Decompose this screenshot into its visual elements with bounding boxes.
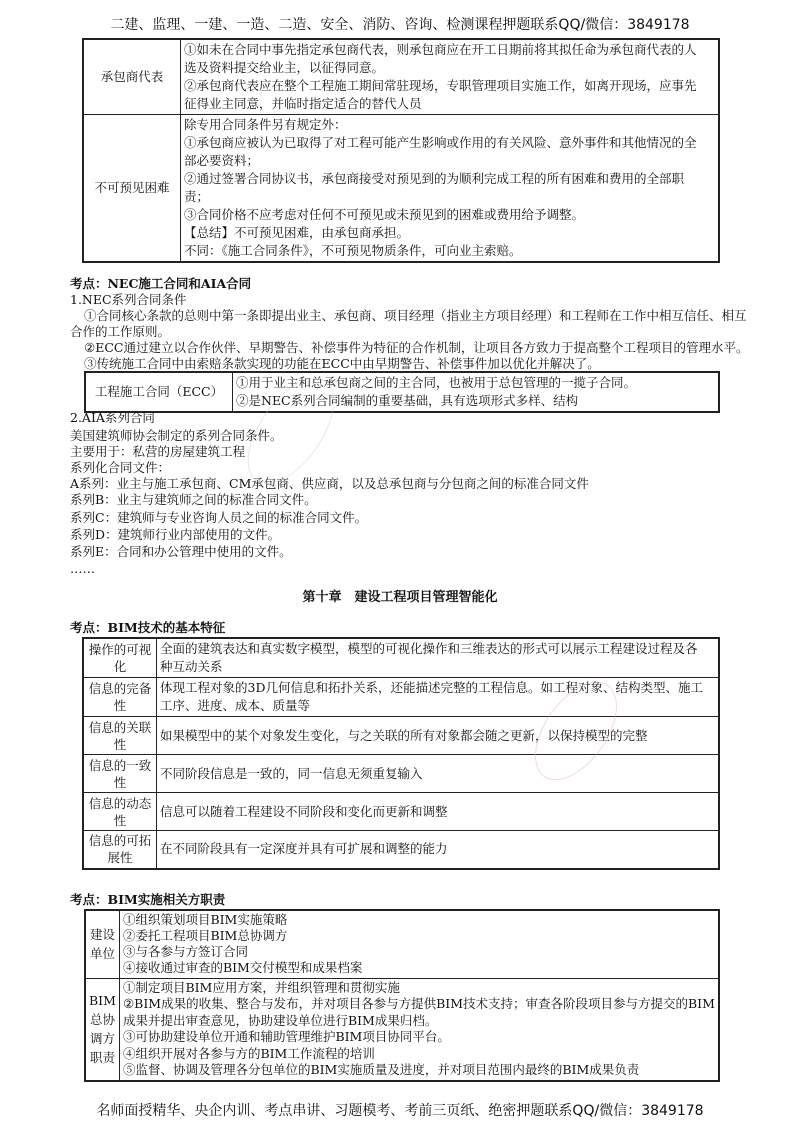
paragraph: 合作的工作原则。 (70, 324, 171, 339)
table-row (83, 717, 719, 755)
row-content: 如果模型中的某个对象发生变化，与之关联的所有对象都会随之更新，以保持模型的完整 (157, 717, 720, 755)
paragraph: 美国建筑师协会制定的系列合同条件。 (70, 428, 283, 443)
text-line: 不同：《施工合同条件》，不可预见物质条件，可向业主索赔。 (184, 243, 522, 258)
paragraph: A系列：业主与施工承包商、CM承包商、供应商，以及总承包商与分包商之间的标准合同文件 (70, 476, 589, 491)
paragraph: 系列化合同文件： (70, 460, 171, 475)
text-line: 征得业主同意，并临时指定适合的替代人员 (184, 96, 422, 111)
chapter-title: 第十章 建设工程项目管理智能化 (302, 590, 498, 605)
table-row (83, 678, 719, 717)
text-line: 除专用合同条件另有规定外： (184, 117, 347, 132)
paragraph: 系列B：业主与建筑师之间的标准合同文件。 (70, 492, 317, 507)
bim-features-table (82, 637, 720, 870)
row-label: 操作的可视 化 (83, 638, 157, 678)
page-footer: 名师面授精华、央企内训、考点串讲、习题模考、考前三页纸、绝密押题联系QQ/微信：3849178 (96, 1103, 704, 1119)
subheading: 1.NEC系列合同条件 (70, 292, 187, 307)
text-line: ①承包商应被认为已取得了对工程可能产生影响或作用的有关风险、意外事件和其他情况的全 (184, 135, 697, 150)
row-content: 信息可以随着工程建设不同阶段和变化而更新和调整 (157, 793, 720, 831)
text-line: ②是NEC系列合同编制的重要基础，具有选项形式多样、结构 (236, 393, 579, 408)
table-row (85, 978, 719, 1081)
row-label: 承包商代表 (83, 39, 181, 115)
row-label: 不可预见困难 (83, 115, 181, 263)
text-line: ②承包商代表应在整个工程施工期间常驻现场，专职管理项目实施工作，如离开现场，应事先 (184, 78, 697, 93)
paragraph: 系列E：合同和办公管理中使用的文件。 (70, 544, 292, 559)
row-label: 工程施工合同（ECC） (85, 372, 233, 412)
row-content: 体现工程对象的3D几何信息和拓扑关系，还能描述完整的工程信息。如工程对象、结构类型、施工 工序、进度、成本、质量等 (157, 678, 720, 717)
row-label: 建设 单位 (85, 910, 119, 978)
subheading: 2.AIA系列合同 (70, 410, 155, 425)
text-line: 部必要资料； (184, 153, 260, 168)
section-heading: 考点：NEC施工合同和AIA合同 (70, 276, 252, 291)
ecc-table (84, 371, 720, 413)
paragraph: ③传统施工合同中由索赔条款实现的功能在ECC中由早期警告、补偿事件加以优化并解决了。 (84, 356, 600, 371)
paragraph: 主要用于：私营的房屋建筑工程 (70, 444, 246, 459)
table-row (85, 910, 719, 978)
row-content: 全面的建筑表达和真实数字模型，模型的可视化操作和三维表达的形式可以展示工程建设过程及各 种互动关系 (157, 638, 720, 678)
row-label: 信息的完备 性 (83, 678, 157, 717)
bim-duties-table (84, 909, 720, 1082)
row-content (181, 115, 720, 263)
row-label: 信息的一致 性 (83, 755, 157, 793)
row-content: ①制定项目BIM应用方案，并组织管理和贯彻实施 ②BIM成果的收集、整合与发布，并对项目各参与方提供BIM技术支持；审查各阶段项目参与方提交的BIM 成果并提出审查意见，协助建设单位进行BIM成果归档。 ③可协助建设单位开通和辅助管理维护BIM项目协同平台。 ④组织开展对各参与方的BIM工作流程的培训 ⑤监督、协调及管理各分包单位的BIM实施质量及进度，并对项目范围内最终的BIM成果负责 (119, 978, 719, 1081)
row-label: 信息的关联 性 (83, 717, 157, 755)
paragraph: 系列C：建筑师与专业咨询人员之间的标准合同文件。 (70, 510, 368, 525)
section-heading: 考点：BIM实施相关方职责 (70, 892, 226, 907)
text-line: ①如未在合同中事先指定承包商代表，则承包商应在开工日期前将其拟任命为承包商代表的人 (184, 42, 697, 57)
paragraph: ②ECC通过建立以合作伙伴、早期警告、补偿事件为特征的合作机制，让项目各方致力于提高整个工程项目的管理水平。 (84, 340, 749, 355)
table-row (83, 115, 719, 263)
table-row (85, 372, 719, 412)
contract-terms-table (82, 38, 720, 263)
table-row (83, 793, 719, 831)
paragraph: …… (70, 561, 95, 576)
paragraph: ①合同核心条款的总则中第一条即提出业主、承包商、项目经理（指业主方项目经理）和工程师在工作中相互信任、相互 (84, 308, 747, 323)
text-line: 【总结】不可预见困难，由承包商承担。 (184, 225, 410, 240)
row-content: ①组织策划项目BIM实施策略 ②委托工程项目BIM总协调方 ③与各参与方签订合同 ④接收通过审查的BIM交付模型和成果档案 (119, 910, 719, 978)
table-row (83, 39, 719, 115)
table-row (83, 638, 719, 678)
row-label: 信息的可拓 展性 (83, 831, 157, 869)
row-label: BIM 总协 调方 职责 (85, 978, 119, 1081)
row-content (181, 39, 720, 115)
text-line: 责； (184, 189, 210, 204)
row-content: 不同阶段信息是一致的，同一信息无须重复输入 (157, 755, 720, 793)
text-line: ①用于业主和总承包商之间的主合同，也被用于总包管理的一揽子合同。 (236, 375, 637, 390)
row-label: 信息的动态 性 (83, 793, 157, 831)
table-row (83, 831, 719, 869)
page-header: 二建、监理、一建、一造、二造、安全、消防、咨询、检测课程押题联系QQ/微信：3849178 (110, 17, 690, 33)
section-heading: 考点：BIM技术的基本特征 (70, 620, 226, 635)
text-line: 选及资料提交给业主，以征得同意。 (184, 60, 385, 75)
table-row (83, 755, 719, 793)
text-line: ②通过签署合同协议书，承包商接受对预见到的为顺利完成工程的所有困难和费用的全部职 (184, 171, 685, 186)
text-line: ③合同价格不应考虑对任何不可预见或未预见到的困难或费用给予调整。 (184, 207, 585, 222)
row-content: 在不同阶段具有一定深度并具有可扩展和调整的能力 (157, 831, 720, 869)
paragraph: 系列D：建筑师行业内部使用的文件。 (70, 527, 281, 542)
